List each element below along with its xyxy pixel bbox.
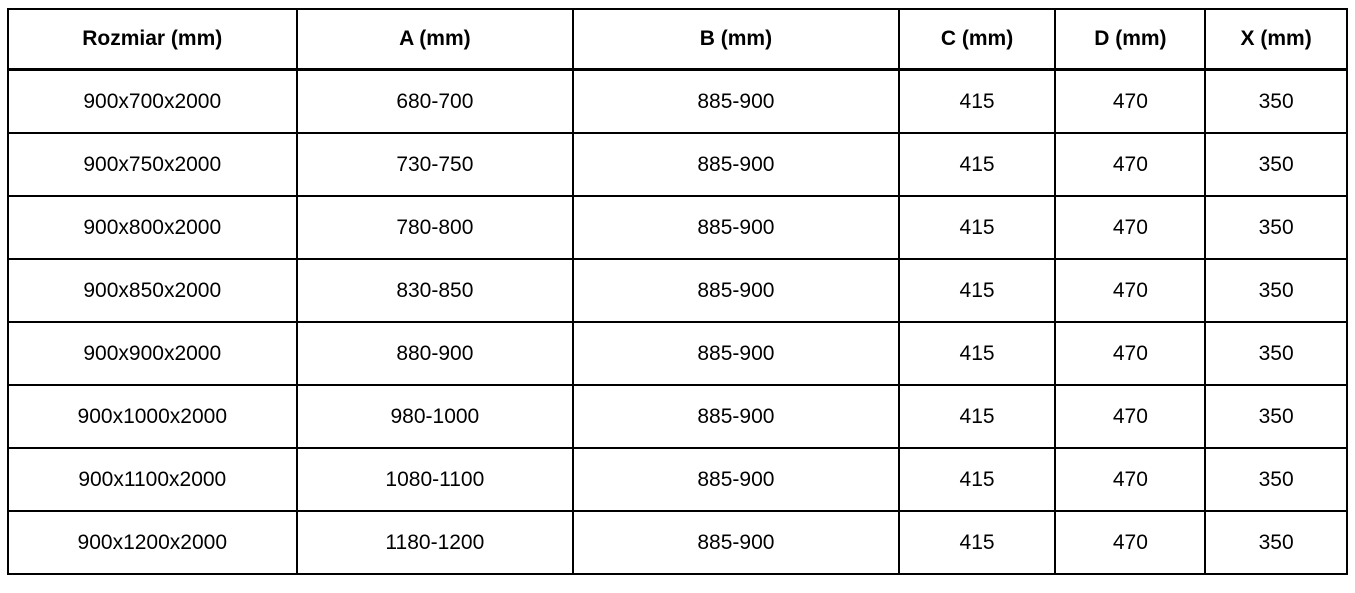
table-cell: 350 bbox=[1205, 196, 1347, 259]
table-cell: 1080-1100 bbox=[297, 448, 574, 511]
table-cell: 415 bbox=[899, 259, 1056, 322]
column-header: Rozmiar (mm) bbox=[8, 9, 297, 70]
table-cell: 415 bbox=[899, 133, 1056, 196]
table-cell: 350 bbox=[1205, 385, 1347, 448]
table-cell: 350 bbox=[1205, 259, 1347, 322]
table-cell: 900x1200x2000 bbox=[8, 511, 297, 574]
table-cell: 885-900 bbox=[573, 133, 899, 196]
table-cell: 680-700 bbox=[297, 70, 574, 134]
table-cell: 885-900 bbox=[573, 322, 899, 385]
table-cell: 780-800 bbox=[297, 196, 574, 259]
table-cell: 415 bbox=[899, 448, 1056, 511]
table-cell: 470 bbox=[1055, 133, 1205, 196]
table-cell: 885-900 bbox=[573, 511, 899, 574]
table-cell: 415 bbox=[899, 322, 1056, 385]
table-cell: 470 bbox=[1055, 322, 1205, 385]
table-cell: 900x800x2000 bbox=[8, 196, 297, 259]
table-cell: 415 bbox=[899, 511, 1056, 574]
table-row bbox=[8, 133, 1347, 196]
table-body bbox=[8, 70, 1347, 575]
table-cell: 880-900 bbox=[297, 322, 574, 385]
column-header: D (mm) bbox=[1055, 9, 1205, 70]
table-cell: 1180-1200 bbox=[297, 511, 574, 574]
table-cell: 900x700x2000 bbox=[8, 70, 297, 134]
table-cell: 900x850x2000 bbox=[8, 259, 297, 322]
table-cell: 470 bbox=[1055, 259, 1205, 322]
table-cell: 730-750 bbox=[297, 133, 574, 196]
table-row bbox=[8, 448, 1347, 511]
table-cell: 885-900 bbox=[573, 385, 899, 448]
table-cell: 900x750x2000 bbox=[8, 133, 297, 196]
table-cell: 900x1000x2000 bbox=[8, 385, 297, 448]
table-row bbox=[8, 259, 1347, 322]
table-cell: 470 bbox=[1055, 385, 1205, 448]
table-cell: 470 bbox=[1055, 448, 1205, 511]
table-cell: 885-900 bbox=[573, 196, 899, 259]
table-cell: 470 bbox=[1055, 70, 1205, 134]
table-row bbox=[8, 322, 1347, 385]
table-cell: 885-900 bbox=[573, 259, 899, 322]
table-cell: 350 bbox=[1205, 133, 1347, 196]
column-header: B (mm) bbox=[573, 9, 899, 70]
table-row bbox=[8, 70, 1347, 134]
column-header: C (mm) bbox=[899, 9, 1056, 70]
table-row bbox=[8, 196, 1347, 259]
table-cell: 415 bbox=[899, 70, 1056, 134]
table-row bbox=[8, 385, 1347, 448]
table-cell: 980-1000 bbox=[297, 385, 574, 448]
dimension-table bbox=[7, 8, 1348, 575]
table-cell: 415 bbox=[899, 196, 1056, 259]
table-cell: 830-850 bbox=[297, 259, 574, 322]
table-cell: 350 bbox=[1205, 511, 1347, 574]
table-cell: 415 bbox=[899, 385, 1056, 448]
header-row bbox=[8, 9, 1347, 70]
table-cell: 470 bbox=[1055, 511, 1205, 574]
table-cell: 350 bbox=[1205, 322, 1347, 385]
table-cell: 885-900 bbox=[573, 448, 899, 511]
table-row bbox=[8, 511, 1347, 574]
column-header: X (mm) bbox=[1205, 9, 1347, 70]
table-cell: 350 bbox=[1205, 70, 1347, 134]
table-cell: 900x1100x2000 bbox=[8, 448, 297, 511]
table-cell: 470 bbox=[1055, 196, 1205, 259]
table-cell: 900x900x2000 bbox=[8, 322, 297, 385]
table-cell: 350 bbox=[1205, 448, 1347, 511]
dimension-table-container bbox=[7, 8, 1348, 575]
table-cell: 885-900 bbox=[573, 70, 899, 134]
column-header: A (mm) bbox=[297, 9, 574, 70]
